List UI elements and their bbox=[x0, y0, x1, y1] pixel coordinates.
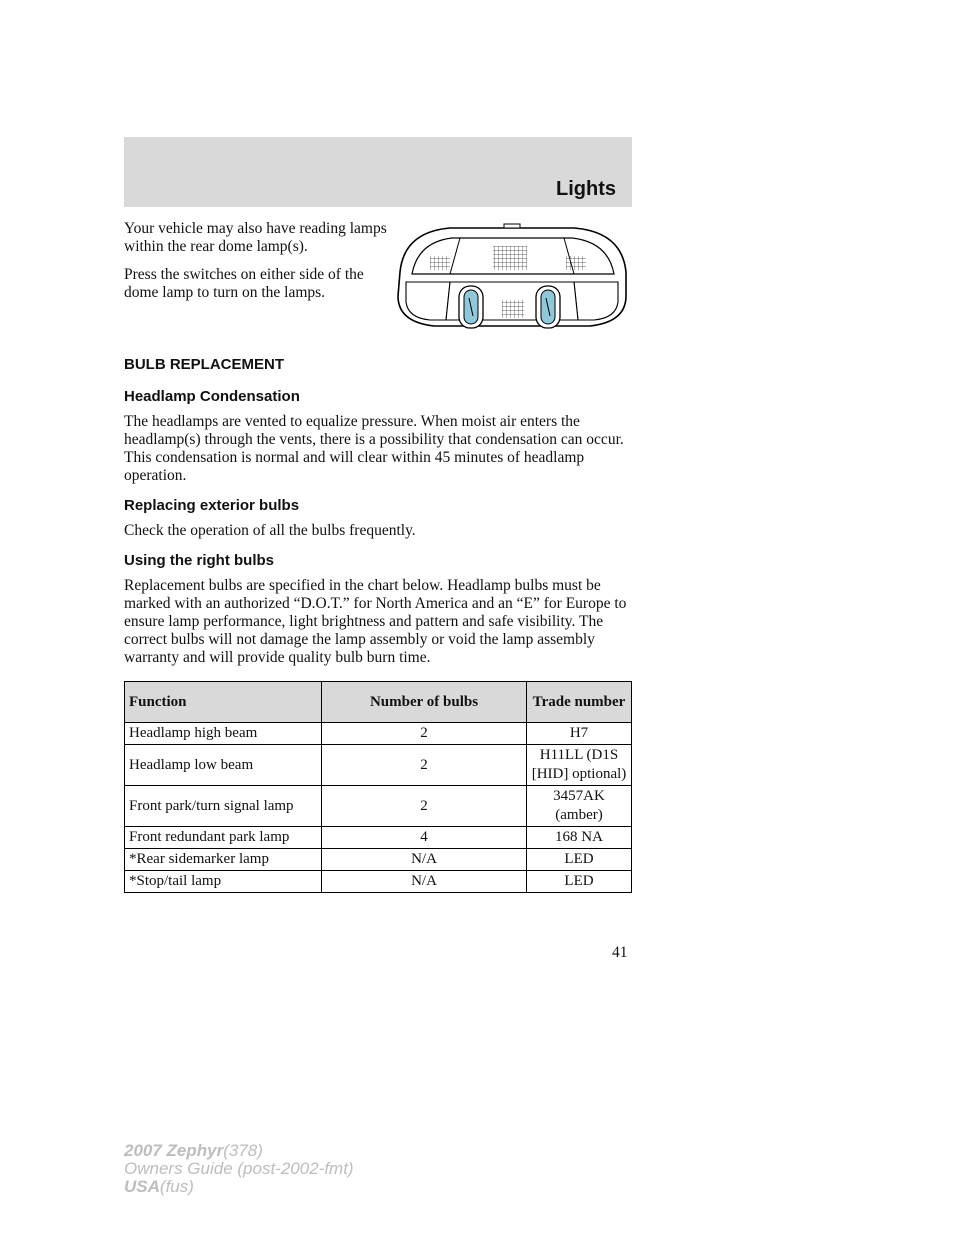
table-row bbox=[125, 871, 632, 893]
table-cell: N/A bbox=[322, 871, 527, 893]
table-cell: *Stop/tail lamp bbox=[125, 871, 322, 893]
table-cell: 2 bbox=[322, 786, 527, 827]
dome-lamp-icon bbox=[390, 222, 634, 334]
table-cell: Headlamp high beam bbox=[125, 723, 322, 745]
column-header: Trade number bbox=[527, 682, 632, 723]
table-cell: 168 NA bbox=[527, 827, 632, 849]
table-cell: 3457AK (amber) bbox=[527, 786, 632, 827]
intro-paragraph: Press the switches on either side of the dome lamp to turn on the lamps. bbox=[124, 266, 364, 301]
column-header: Function bbox=[125, 682, 322, 723]
intro-paragraph: Your vehicle may also have reading lamps within the rear dome lamp(s). bbox=[124, 220, 387, 255]
bulb-table bbox=[124, 681, 632, 893]
table-row bbox=[125, 827, 632, 849]
page-number: 41 bbox=[612, 944, 628, 961]
section-header-title: Lights bbox=[556, 178, 616, 200]
footer-line: Owners Guide (post-2002-fmt) bbox=[124, 1159, 354, 1178]
table-row bbox=[125, 745, 632, 786]
intro-text bbox=[124, 220, 394, 312]
table-cell: Headlamp low beam bbox=[125, 745, 322, 786]
table-cell: N/A bbox=[322, 849, 527, 871]
paragraph-replacing: Check the operation of all the bulbs frequently. bbox=[124, 522, 416, 539]
section-title: BULB REPLACEMENT bbox=[124, 356, 284, 373]
column-header: Number of bulbs bbox=[322, 682, 527, 723]
paragraph-condensation: The headlamps are vented to equalize pressure. When moist air enters the headlamp(s) through the vents, there is a possibility that condensation can occur. This condensation is normal and will clear within 45 minutes of headlamp operation. bbox=[124, 413, 624, 484]
subheading-condensation: Headlamp Condensation bbox=[124, 388, 300, 405]
table-cell: Front redundant park lamp bbox=[125, 827, 322, 849]
footer-line bbox=[124, 1178, 354, 1196]
table-row bbox=[125, 723, 632, 745]
footer-market: USA bbox=[124, 1177, 160, 1196]
table-cell: 4 bbox=[322, 827, 527, 849]
table-header-row bbox=[125, 682, 632, 723]
table-cell: H11LL (D1S [HID] optional) bbox=[527, 745, 632, 786]
footer-code: (378) bbox=[223, 1141, 263, 1160]
table-cell: *Rear sidemarker lamp bbox=[125, 849, 322, 871]
footer-imprint bbox=[124, 1142, 354, 1196]
table-cell: LED bbox=[527, 849, 632, 871]
table-cell: 2 bbox=[322, 745, 527, 786]
paragraph-right-bulbs: Replacement bulbs are specified in the chart below. Headlamp bulbs must be marked with an authorized “D.O.T.” for North America and an “E” for Europe to ensure lamp performance, light brightness and pattern and safe visibility. The correct bulbs will not damage the lamp assembly or void the lamp assembly warranty and will provide quality bulb burn time. bbox=[124, 577, 627, 666]
subheading-replacing: Replacing exterior bulbs bbox=[124, 497, 300, 514]
table-row bbox=[125, 849, 632, 871]
table-cell: Front park/turn signal lamp bbox=[125, 786, 322, 827]
main-content bbox=[124, 356, 636, 893]
footer-model: 2007 Zephyr bbox=[124, 1141, 224, 1160]
table-cell: LED bbox=[527, 871, 632, 893]
subheading-right-bulbs: Using the right bulbs bbox=[124, 552, 274, 569]
footer-market-code: (fus) bbox=[159, 1177, 194, 1196]
header-band bbox=[124, 137, 632, 207]
table-row bbox=[125, 786, 632, 827]
table-cell: 2 bbox=[322, 723, 527, 745]
footer-line bbox=[124, 1142, 354, 1160]
table-cell: H7 bbox=[527, 723, 632, 745]
